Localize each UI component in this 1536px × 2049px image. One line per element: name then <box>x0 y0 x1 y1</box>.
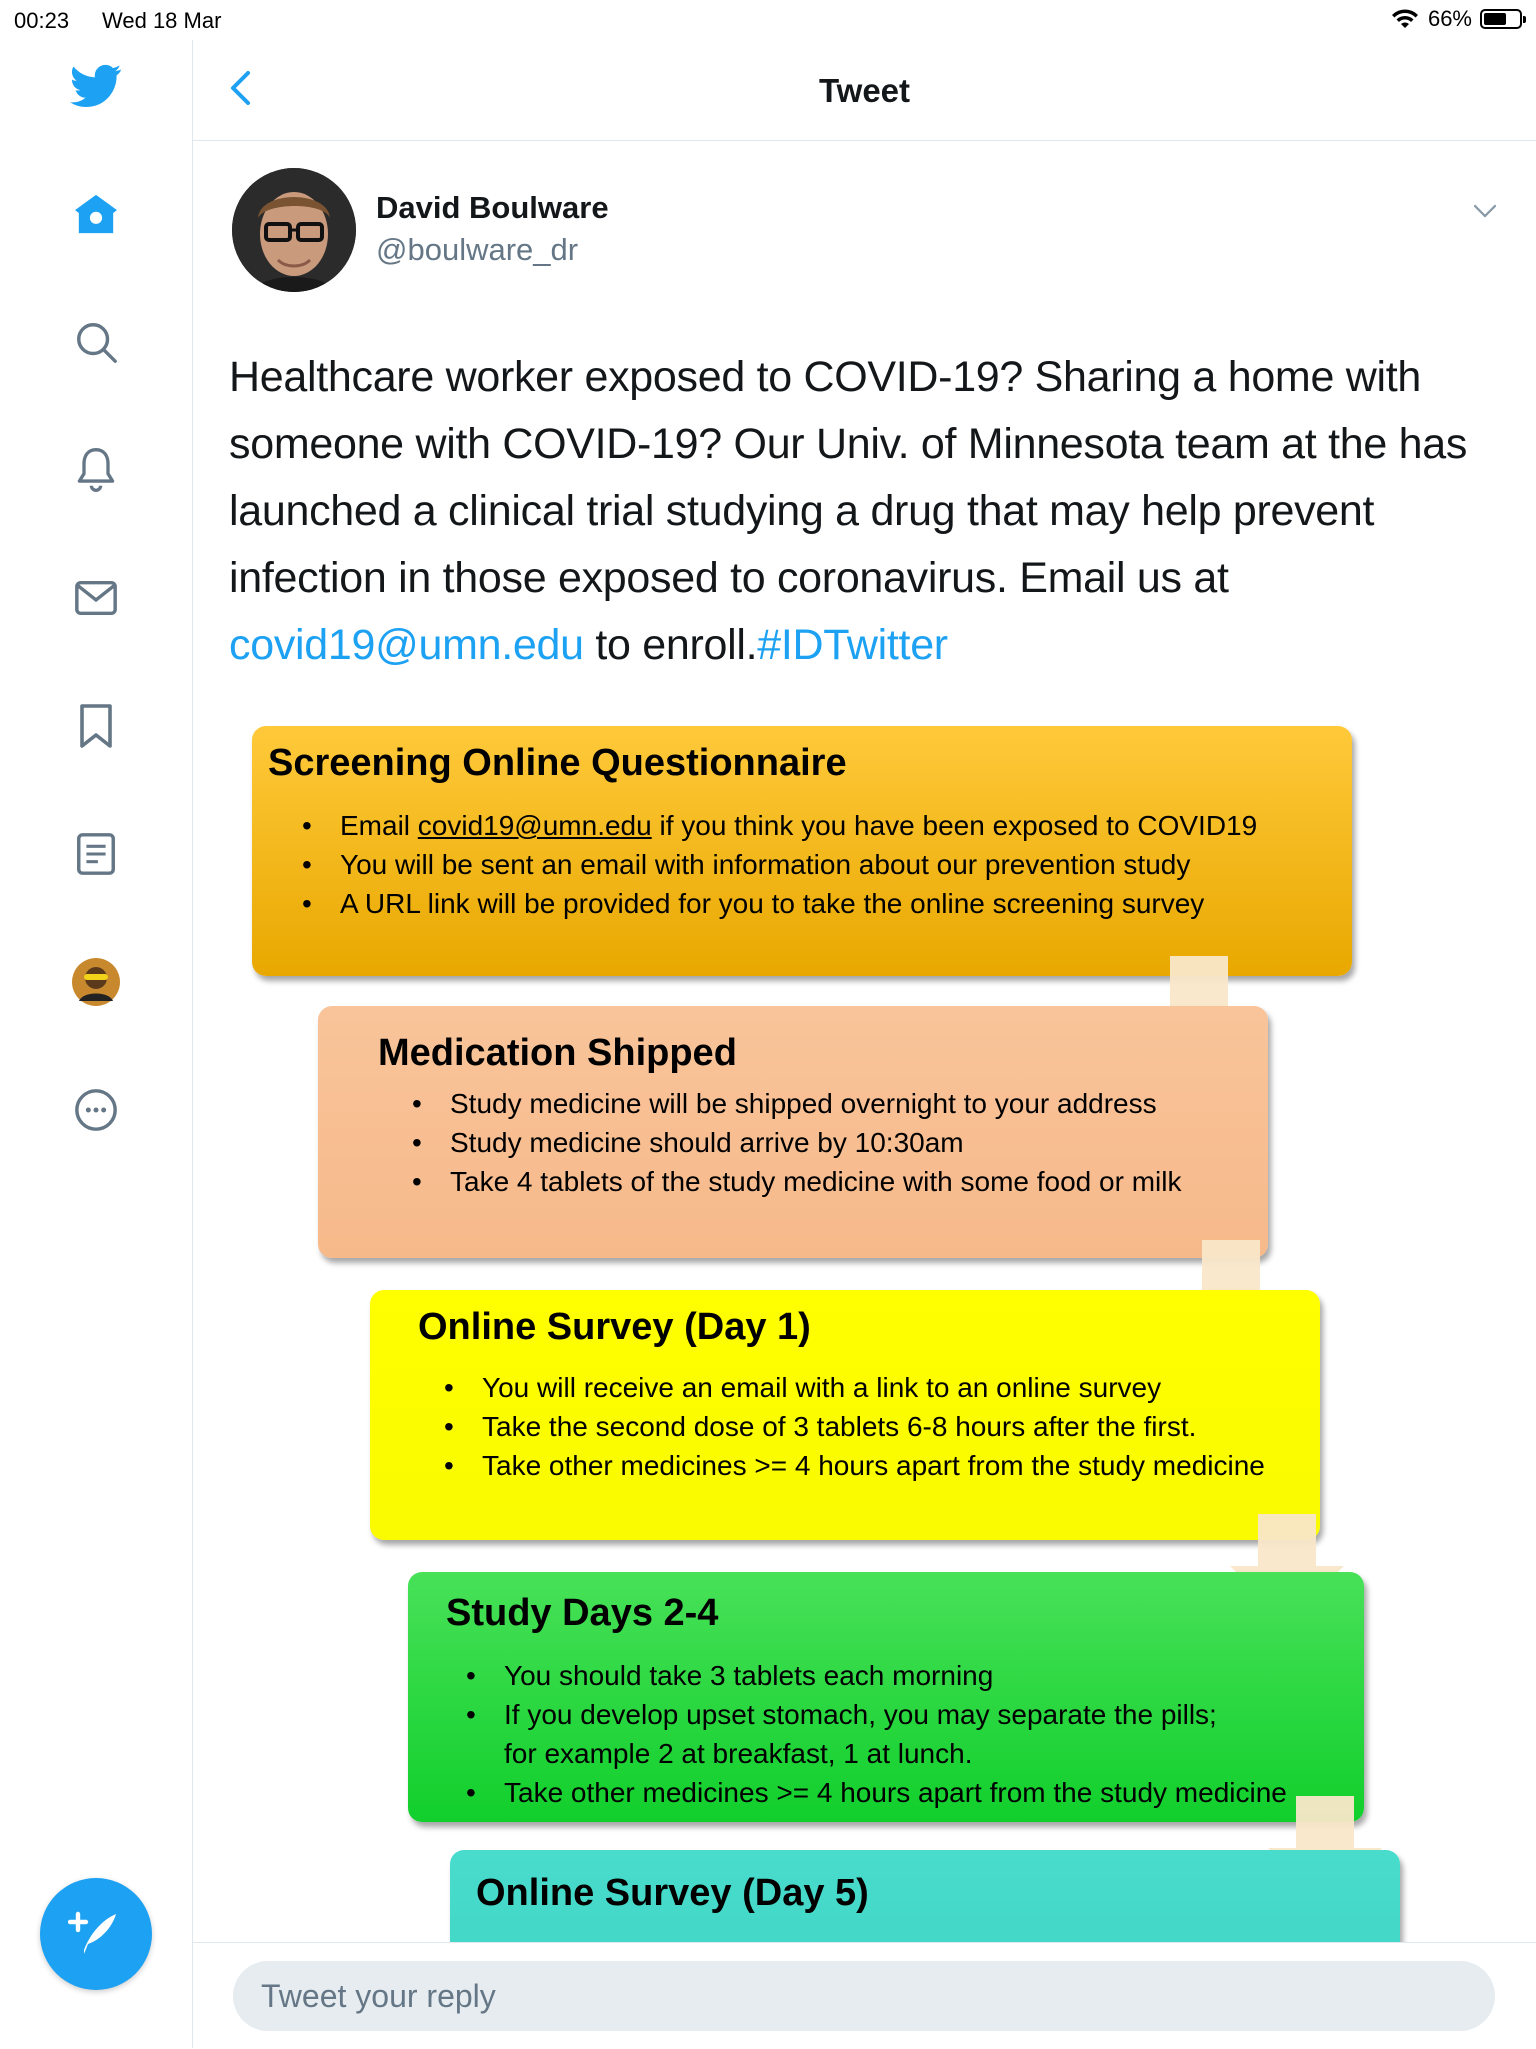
bookmarks-icon[interactable] <box>70 700 122 752</box>
wifi-icon <box>1390 7 1420 31</box>
card-title: Screening Online Questionnaire <box>268 742 847 784</box>
card-bullet: • You will receive an email with a link to an online survey <box>444 1368 1314 1407</box>
author-avatar[interactable] <box>232 168 356 292</box>
battery-percent: 66% <box>1427 6 1472 31</box>
twitter-logo-icon[interactable] <box>70 60 122 112</box>
card-title: Study Days 2-4 <box>446 1592 719 1634</box>
card-bullet: • You will be sent an email with information about our prevention study <box>302 845 1342 884</box>
reply-input[interactable] <box>233 1961 1495 2031</box>
sidebar-nav <box>0 40 193 2048</box>
email-link[interactable]: covid19@umn.edu <box>229 621 584 669</box>
lists-icon[interactable] <box>70 828 122 880</box>
infographic-card-study-days <box>408 1572 1364 1822</box>
status-right <box>1390 6 1522 32</box>
tweet-options-button[interactable] <box>1470 196 1500 226</box>
tweet-text-after: to enroll. <box>583 621 758 669</box>
more-icon[interactable] <box>70 1084 122 1136</box>
card-title: Online Survey (Day 1) <box>418 1306 811 1348</box>
status-bar <box>0 0 1536 40</box>
battery-icon <box>1480 9 1522 29</box>
card-title: Online Survey (Day 5) <box>476 1872 869 1914</box>
page-title: Tweet <box>818 72 911 109</box>
tweet-text <box>229 344 1509 679</box>
reply-bar <box>193 1942 1536 2049</box>
card-bullet: • Study medicine should arrive by 10:30am <box>412 1123 1262 1162</box>
card-bullet: • You should take 3 tablets each morning <box>466 1656 1356 1695</box>
search-icon[interactable] <box>70 316 122 368</box>
hashtag-link[interactable]: #IDTwitter <box>757 621 948 669</box>
card-bullet: • Take other medicines >= 4 hours apart from the study medicine <box>466 1773 1356 1812</box>
card-bullet: • Study medicine will be shipped overnight to your address <box>412 1084 1262 1123</box>
infographic-card-screening <box>252 726 1352 976</box>
infographic-card-medication <box>318 1006 1268 1258</box>
card-bullet: • Take 4 tablets of the study medicine with some food or milk <box>412 1162 1262 1201</box>
tweet-text-main: Healthcare worker exposed to COVID-19? Sharing a home with someone with COVID-19? Our Univ. of Minnesota team at the has launched a clinical trial studying a drug that may help prevent infection in those exposed to coronavirus. Email us at <box>229 353 1468 602</box>
tweet-header <box>193 40 1536 141</box>
home-icon[interactable] <box>70 188 122 240</box>
compose-tweet-button[interactable] <box>40 1878 152 1990</box>
infographic-card-survey-day1 <box>370 1290 1320 1540</box>
author-handle[interactable]: @boulware_dr <box>376 232 579 267</box>
notifications-bell-icon[interactable] <box>70 444 122 496</box>
card-bullet: • A URL link will be provided for you to take the online screening survey <box>302 884 1342 923</box>
feather-plus-icon <box>68 1906 124 1962</box>
chevron-down-icon <box>1470 196 1500 226</box>
messages-envelope-icon[interactable] <box>70 572 122 624</box>
card-bullet: • Take other medicines >= 4 hours apart from the study medicine <box>444 1446 1314 1485</box>
profile-avatar[interactable] <box>70 956 122 1008</box>
card-email-link: covid19@umn.edu <box>417 810 652 841</box>
card-bullet: • If you develop upset stomach, you may separate the pills; for example 2 at breakfast, 1 at lunch. <box>466 1695 1224 1773</box>
author-name[interactable]: David Boulware <box>376 190 609 225</box>
card-bullet: • Email covid19@umn.edu if you think you have been exposed to COVID19 <box>302 806 1342 845</box>
card-title: Medication Shipped <box>378 1032 737 1074</box>
status-time: 00:23 <box>14 8 70 33</box>
status-date: Wed 18 Mar <box>102 8 222 33</box>
card-bullet: • Take the second dose of 3 tablets 6-8 hours after the first. <box>444 1407 1314 1446</box>
